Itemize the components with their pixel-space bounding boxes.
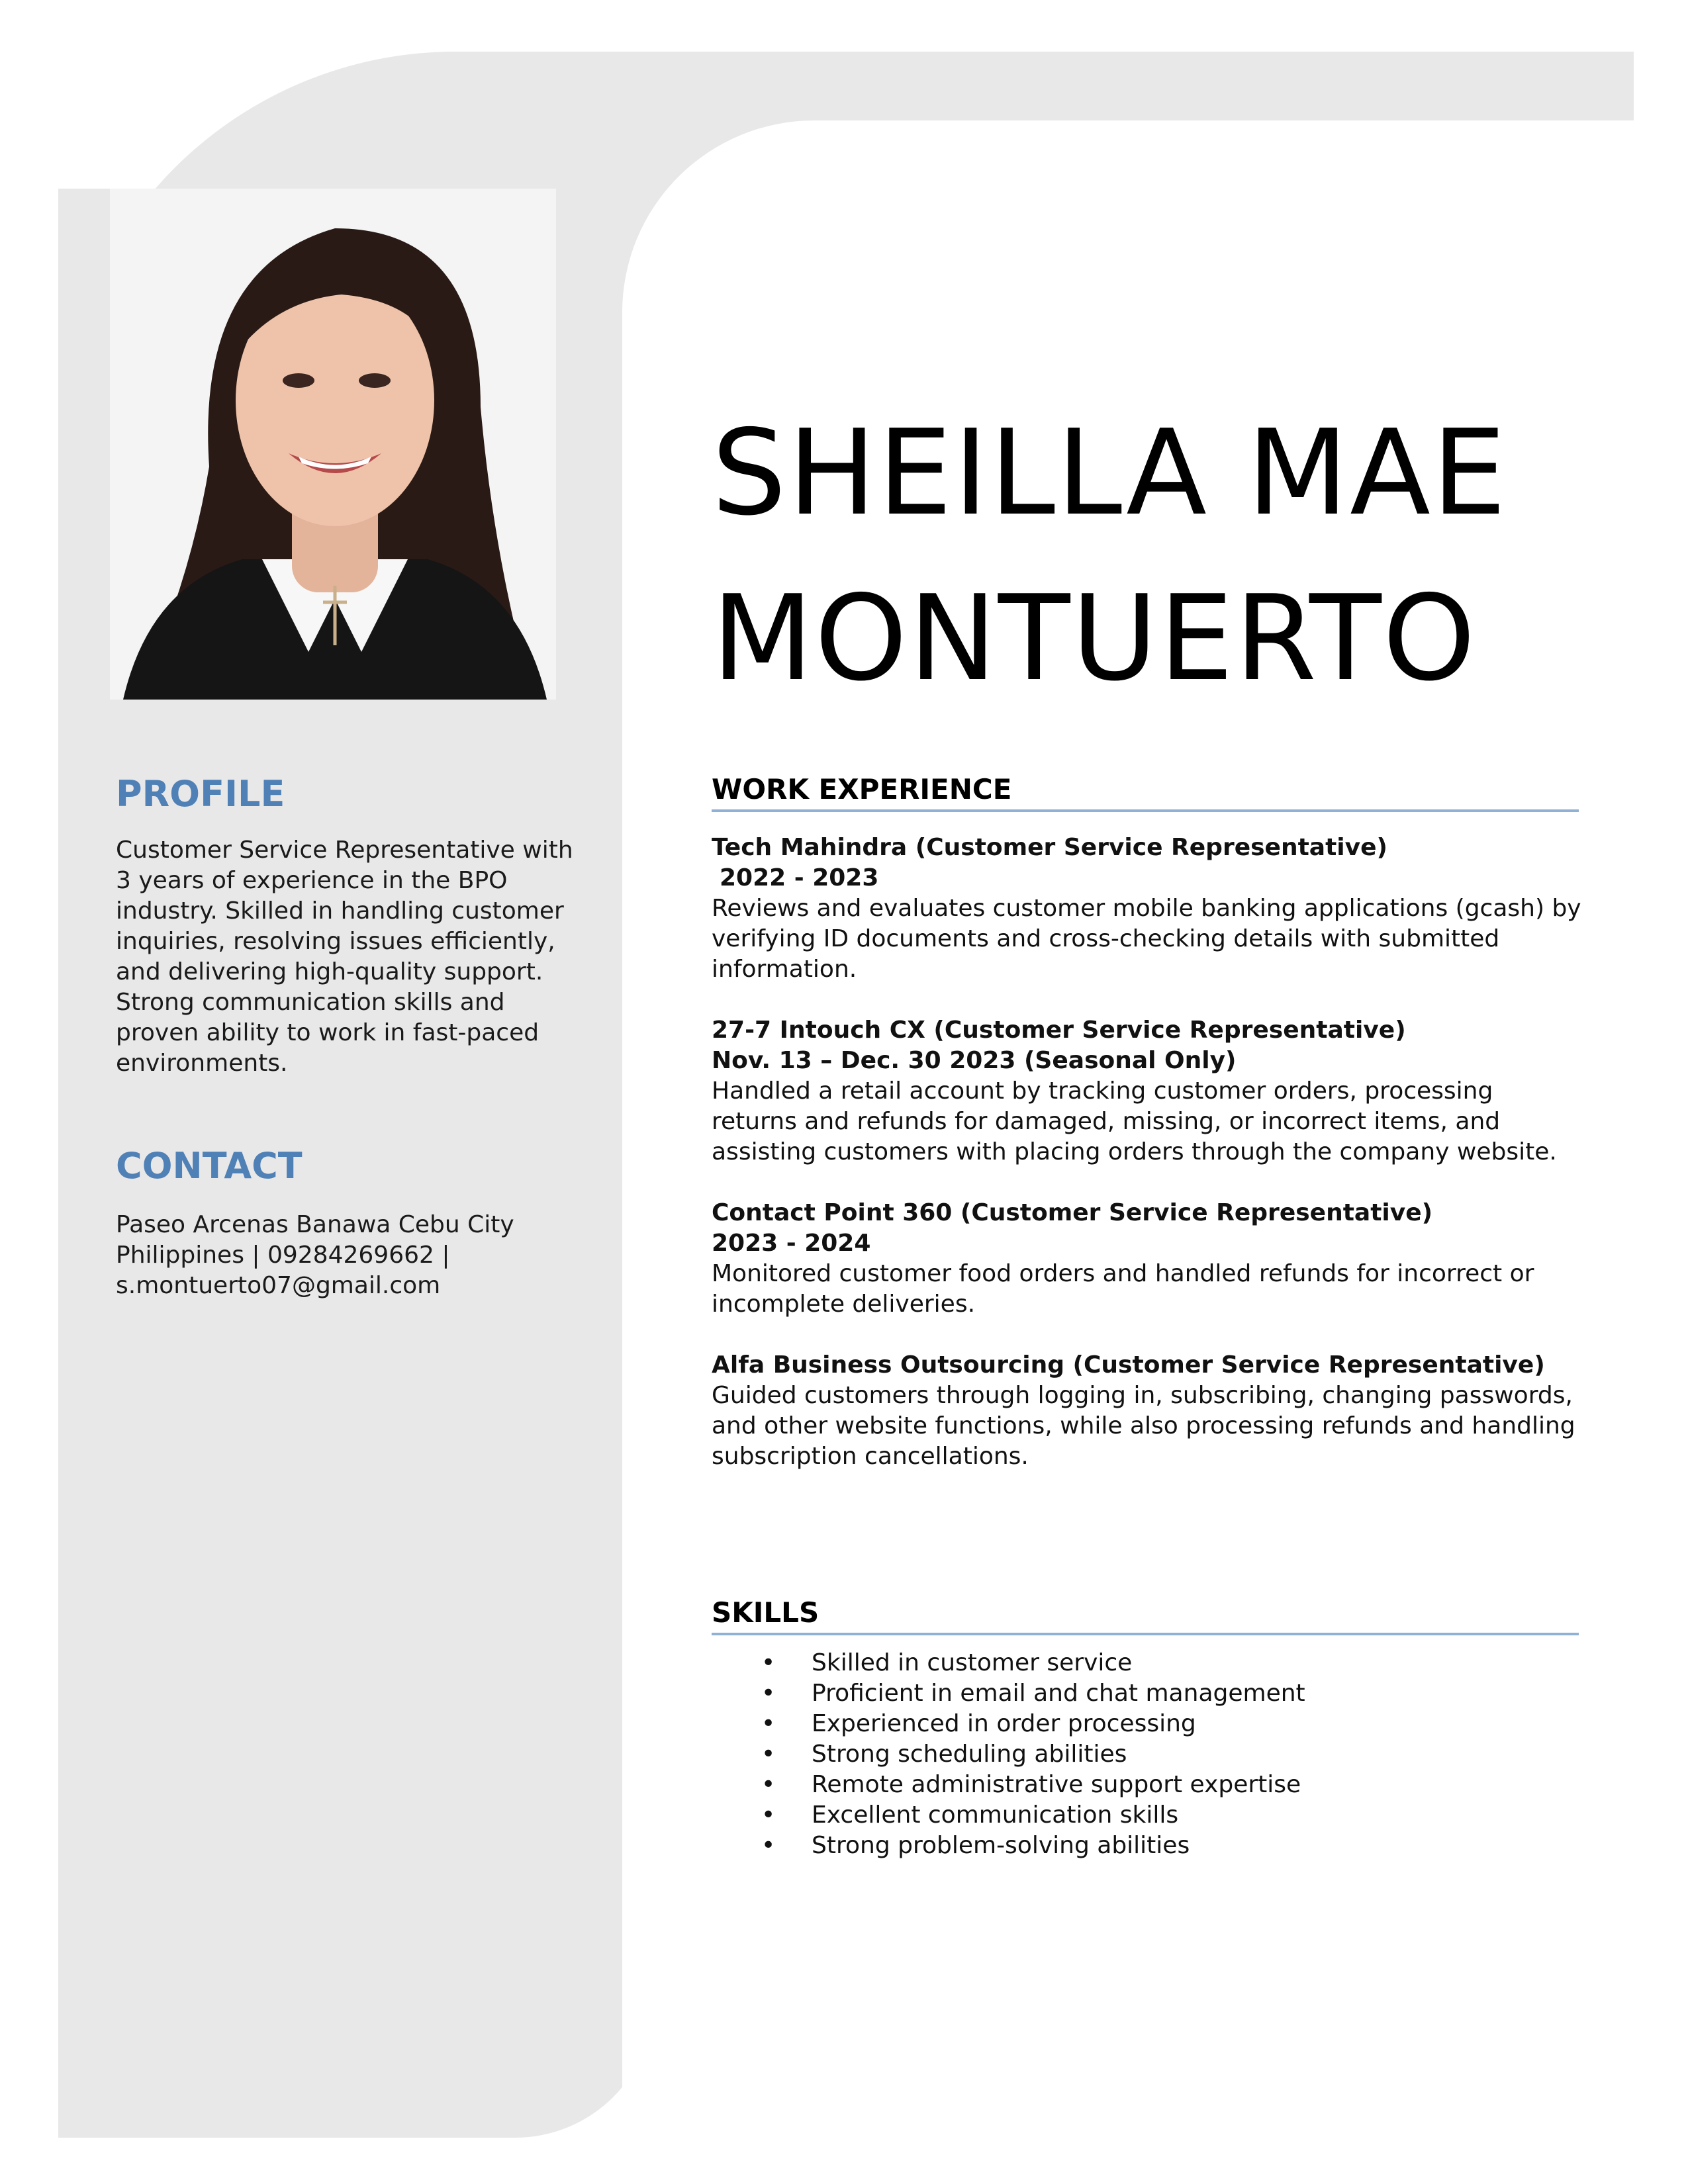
list-item: • Proficient in email and chat management (761, 1678, 1556, 1709)
job-entry (712, 1015, 1585, 1167)
job-description: Reviews and evaluates customer mobile banking applications (gcash) by verifying ID documents and cross-checking details with submitted information. (712, 895, 1581, 983)
job-dates: 2022 - 2023 (720, 864, 879, 891)
list-item: • Remote administrative support expertise (761, 1770, 1556, 1800)
job-title: Tech Mahindra (Customer Service Representative) (712, 834, 1387, 861)
job-title: Alfa Business Outsourcing (Customer Service Representative) (712, 1351, 1545, 1379)
list-item: • Strong scheduling abilities (761, 1739, 1556, 1770)
skills-list (761, 1648, 1556, 1861)
profile-photo (110, 189, 556, 700)
job-dates: 2023 - 2024 (712, 1230, 871, 1257)
job-entry (712, 833, 1585, 985)
list-item: • Experienced in order processing (761, 1709, 1556, 1739)
job-dates: Nov. 13 – Dec. 30 2023 (Seasonal Only) (712, 1047, 1237, 1074)
job-description: Guided customers through logging in, subscribing, changing passwords, and other website functions, while also processing refunds and handling subscription cancellations. (712, 1382, 1575, 1470)
work-experience-heading: WORK EXPERIENCE (712, 773, 1579, 812)
profile-heading: PROFILE (116, 773, 285, 815)
contact-heading: CONTACT (116, 1145, 303, 1187)
job-entry (712, 1350, 1585, 1472)
list-item: • Skilled in customer service (761, 1648, 1556, 1678)
list-item: • Strong problem-solving abilities (761, 1831, 1556, 1861)
job-description: Handled a retail account by tracking customer orders, processing returns and refunds for damaged, missing, or incorrect items, and assisting customers with placing orders through the company website. (712, 1077, 1557, 1165)
name-line-1: SHEILLA MAE (712, 404, 1508, 541)
name-line-2: MONTUERTO (712, 570, 1477, 707)
skills-heading: SKILLS (712, 1596, 1579, 1635)
job-entry (712, 1198, 1585, 1320)
list-item: • Excellent communication skills (761, 1800, 1556, 1831)
contact-details: Paseo Arcenas Banawa Cebu City Philippines | 09284269662 | s.montuerto07@gmail.com (116, 1211, 514, 1299)
profile-summary: Customer Service Representative with 3 years of experience in the BPO industry. Skilled in handling customer inquiries, resolving issues efficiently, and delivering high-quality support. Strong communication skills and proven ability to work in fast-paced environments. (116, 837, 573, 1077)
job-title: Contact Point 360 (Customer Service Representative) (712, 1199, 1433, 1226)
candidate-name (712, 390, 1638, 721)
job-description: Monitored customer food orders and handled refunds for incorrect or incomplete deliveries. (712, 1260, 1534, 1318)
job-title: 27-7 Intouch CX (Customer Service Representative) (712, 1017, 1406, 1044)
